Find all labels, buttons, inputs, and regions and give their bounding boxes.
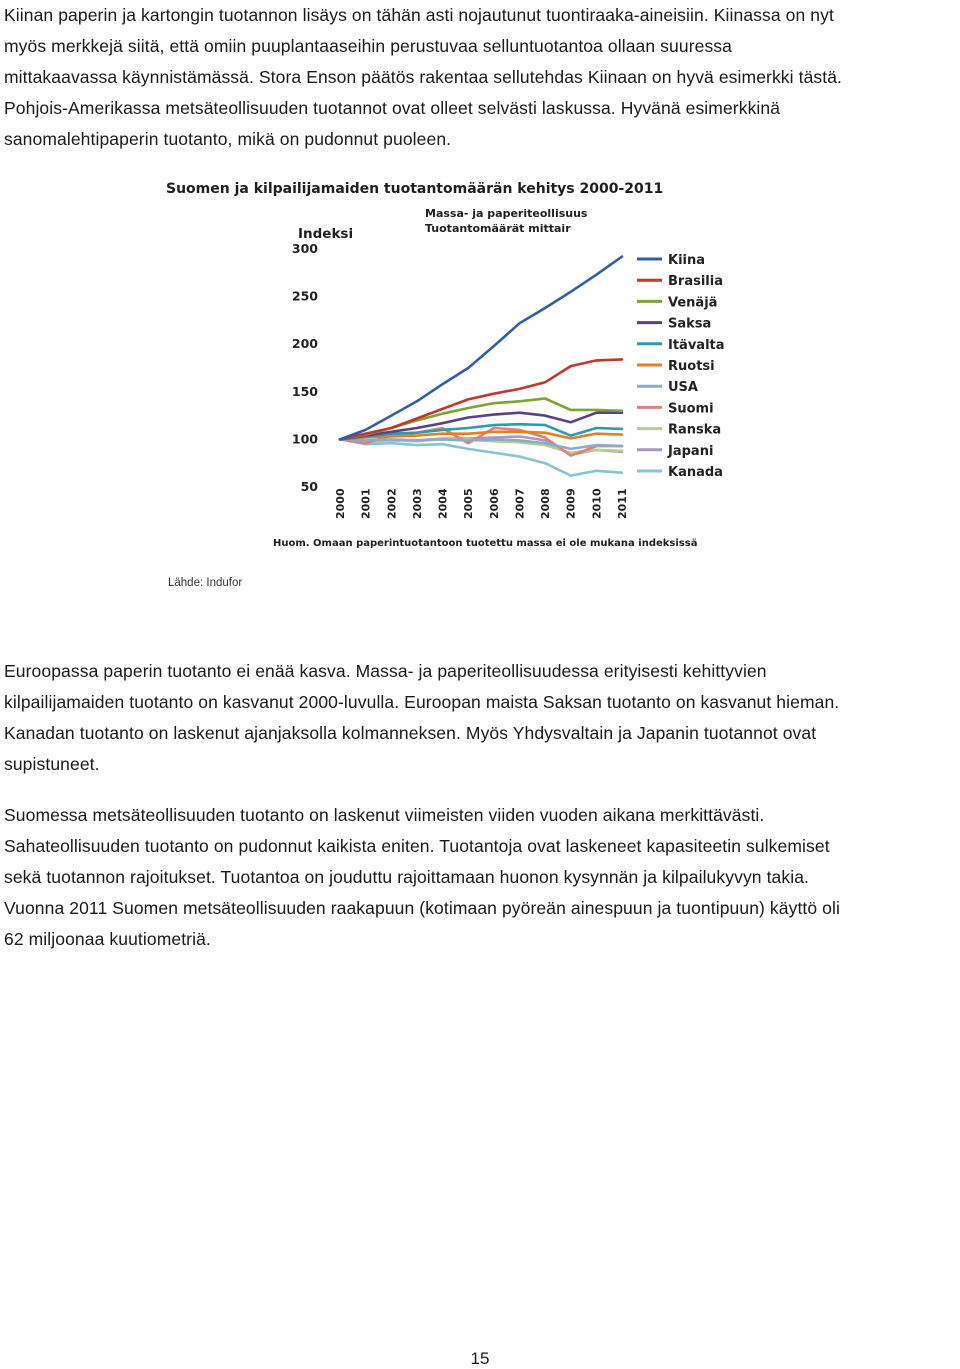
europe-paragraph xyxy=(4,656,956,780)
legend-label: Japani xyxy=(668,443,714,459)
series-lines xyxy=(340,257,622,476)
y-tick-label: 100 xyxy=(291,431,318,447)
x-tick-label: 2003 xyxy=(410,488,424,519)
legend-label: Itävalta xyxy=(668,337,725,353)
legend-label: Saksa xyxy=(668,316,712,332)
finland-line: sekä tuotannon rajoitukset. Tuotantoa on jouduttu rajoittamaan huonon kysynnän ja kilpailukyvyn takia. xyxy=(4,867,810,887)
y-tick-label: 50 xyxy=(300,479,318,494)
x-tick-label: 2006 xyxy=(487,488,501,519)
intro-paragraph xyxy=(4,0,956,155)
legend-label: Kiina xyxy=(668,253,706,268)
europe-line: supistuneet. xyxy=(4,754,100,774)
x-tick-label: 2008 xyxy=(539,488,553,519)
legend-label: Suomi xyxy=(668,401,714,417)
x-tick-label: 2001 xyxy=(359,488,373,519)
x-tick-label: 2007 xyxy=(513,488,527,519)
x-tick-label: 2011 xyxy=(616,488,629,519)
y-axis-ticks xyxy=(292,241,318,494)
legend-label: Ranska xyxy=(668,422,722,438)
intro-line: Pohjois-Amerikassa metsäteollisuuden tuotannot ovat olleet selvästi laskussa. Hyvänä esimerkkinä xyxy=(4,98,781,118)
series-line-kiina xyxy=(340,257,622,440)
y-tick-label: 200 xyxy=(291,336,318,352)
series-line-kanada xyxy=(340,439,622,475)
page-number: 15 xyxy=(470,1349,490,1368)
legend-label: Brasilia xyxy=(668,274,723,290)
chart-legend xyxy=(637,253,725,480)
chart-title: Suomen ja kilpailijamaiden tuotantomäärän kehitys 2000-2011 xyxy=(166,181,664,197)
europe-line: Kanadan tuotanto on laskenut ajanjaksolla kolmanneksen. Myös Yhdysvaltain ja Japanin tuotannot ovat xyxy=(4,723,817,743)
intro-line: myös merkkejä siitä, että omiin puuplantaaseihin perustuvaa selluntuotantoa ollaan suuressa xyxy=(4,36,732,56)
finland-line: Suomessa metsäteollisuuden tuotanto on laskenut viimeisten viiden vuoden aikana merkittävästi. xyxy=(4,805,765,825)
x-tick-label: 2004 xyxy=(436,488,450,519)
intro-line: sanomalehtipaperin tuotanto, mikä on pudonnut puoleen. xyxy=(4,129,452,149)
x-tick-label: 2000 xyxy=(334,488,347,519)
finland-paragraph xyxy=(4,800,956,955)
legend-label: Kanada xyxy=(668,465,723,480)
x-tick-label: 2002 xyxy=(385,488,399,519)
y-tick-label: 300 xyxy=(291,241,318,256)
finland-line: 62 miljoonaa kuutiometriä. xyxy=(4,929,211,949)
x-tick-label: 2005 xyxy=(462,488,476,519)
europe-line: Euroopassa paperin tuotanto ei enää kasva. Massa- ja paperiteollisuudessa erityisesti kehittyvien xyxy=(4,661,767,681)
finland-line: Vuonna 2011 Suomen metsäteollisuuden raakapuun (kotimaan pyöreän ainespuun ja tuontipuun) käyttö oli xyxy=(4,898,840,918)
legend-label: Venäjä xyxy=(668,295,718,311)
legend-label: Ruotsi xyxy=(668,359,715,374)
europe-line: kilpailijamaiden tuotanto on kasvanut 2000-luvulla. Euroopan maista Saksan tuotanto on kasvanut hieman. xyxy=(4,692,840,712)
x-tick-label: 2009 xyxy=(564,488,578,519)
intro-line: mittakaavassa käynnistämässä. Stora Enson päätös rakentaa sellutehdas Kiinaan on hyvä esimerkki tästä. xyxy=(4,67,843,87)
chart-note: Huom. Omaan paperintuotantoon tuotettu massa ei ole mukana indeksissä xyxy=(273,538,698,549)
chart-subtitle-line: Massa- ja paperiteollisuus xyxy=(425,207,588,220)
y-tick-label: 150 xyxy=(291,383,318,399)
legend-label: USA xyxy=(668,380,698,396)
x-tick-label: 2010 xyxy=(590,488,604,519)
x-axis-ticks xyxy=(334,488,629,519)
chart-source: Lähde: Indufor xyxy=(168,577,243,589)
intro-line: Kiinan paperin ja kartongin tuotannon lisäys on tähän asti nojautunut tuontiraaka-aineisiin. Kiinassa on nyt xyxy=(4,5,834,25)
chart-subtitle-line: Tuotantomäärät mittair xyxy=(425,222,571,235)
y-tick-label: 250 xyxy=(291,288,318,304)
production-index-chart xyxy=(160,170,760,550)
y-axis-label: Indeksi xyxy=(298,226,354,242)
finland-line: Sahateollisuuden tuotanto on pudonnut kaikista eniten. Tuotantoja ovat laskeneet kapasiteetin sulkemiset xyxy=(4,836,830,856)
